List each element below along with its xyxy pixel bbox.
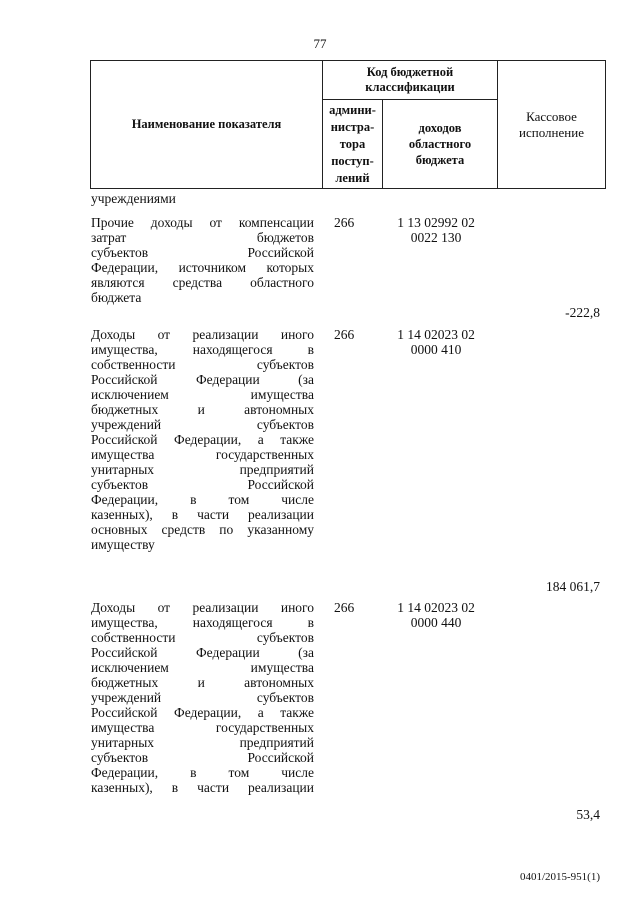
admin-code: 266 (334, 327, 355, 342)
header-income-column: доходов областного бюджета (383, 100, 498, 189)
cash-amount: 53,4 (576, 807, 600, 822)
income-code: 1 14 02023 02 0000 410 (397, 327, 475, 357)
continuation-text: учреждениями (91, 191, 176, 206)
cash-amount: -222,8 (565, 305, 600, 320)
income-code: 1 14 02023 02 0000 440 (397, 600, 475, 630)
header-cash-column: Кассовое исполнение (498, 61, 606, 189)
header-code-group: Код бюджетной классификации (323, 61, 498, 100)
income-code: 1 13 02992 02 0022 130 (397, 215, 475, 245)
indicator-name: Доходы от реализации иного имущества, находящегося в собственности субъектов Российской Федерации (за исключением имущества бюджетных и автономных учреждений субъектов Российской Федерации, а также имущества государственных унитарных предприятий субъектов Российской Федерации, в том числе казенных), в части реализации (91, 600, 314, 795)
indicator-name: Прочие доходы от компенсации затрат бюджетов субъектов Российской Федерации, источником которых являются средства областного бюджета (91, 215, 314, 305)
document-code: 0401/2015-951(1) (519, 871, 600, 883)
admin-code: 266 (334, 215, 355, 230)
page-number: 77 (313, 36, 327, 51)
header-name-column: Наименование показателя (91, 61, 323, 189)
cash-amount: 184 061,7 (546, 579, 600, 594)
indicator-name: Доходы от реализации иного имущества, находящегося в собственности субъектов Российской Федерации (за исключением имущества бюджетных и автономных учреждений субъектов Российской Федерации, а также имущества государственных унитарных предприятий субъектов Российской Федерации, в том числе казенных), в части реализации основных средств по указанному имуществу (91, 327, 314, 552)
header-admin-column: админи- нистра- тора поступ- лений (323, 100, 383, 189)
admin-code: 266 (334, 600, 355, 615)
table-header (90, 60, 606, 189)
